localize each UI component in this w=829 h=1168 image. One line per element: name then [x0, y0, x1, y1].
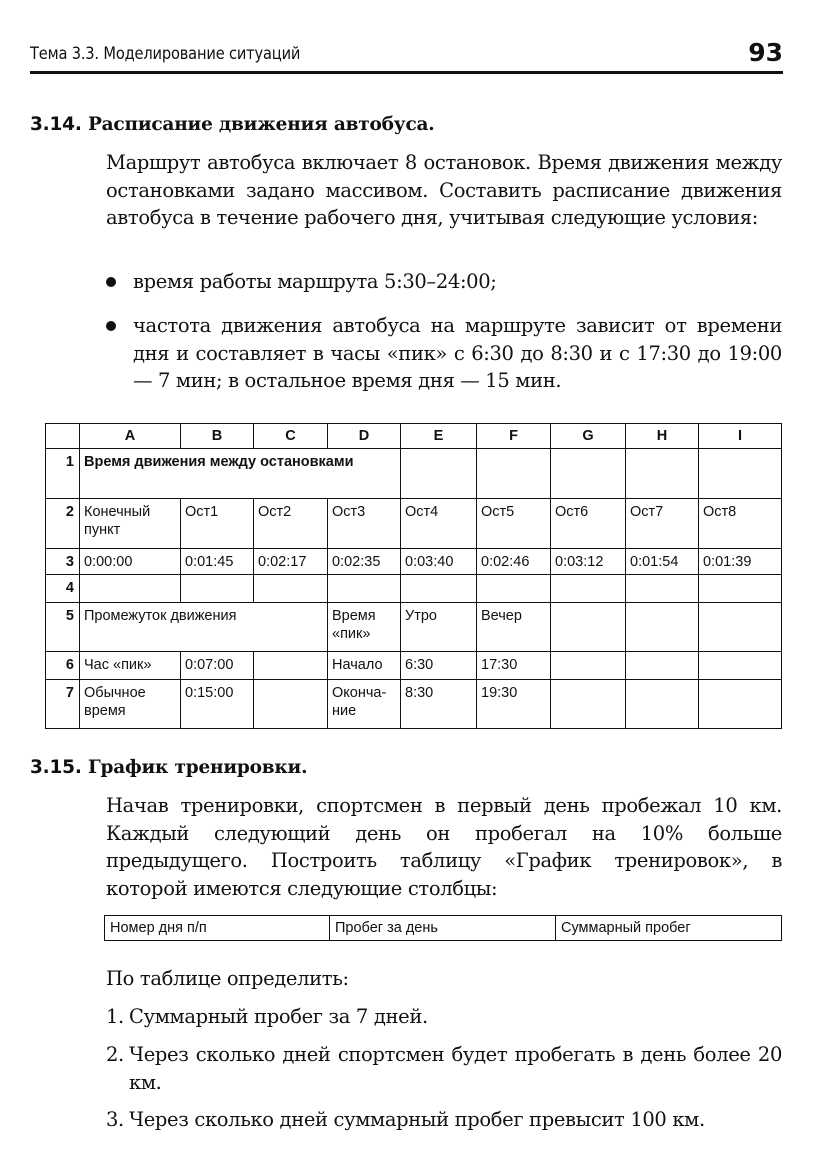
cell-e4 [401, 575, 477, 603]
task-text: Через сколько дней суммарный пробег превысит 100 км. [129, 1108, 705, 1131]
task-number: 2. [106, 1043, 124, 1066]
cell-i4 [699, 575, 782, 603]
section-315-title [30, 757, 307, 778]
list-item [106, 1003, 782, 1031]
running-title: Тема 3.3. Моделирование ситуаций [30, 44, 301, 64]
bullet-dot-icon [106, 277, 116, 287]
table-row [46, 499, 782, 549]
section-314-paragraph: Маршрут автобуса включает 8 остановок. Время движения между остановками задано массивом. Составить расписание движения автобуса в течение рабочего дня, учитывая следующие условия: [106, 151, 782, 229]
cell-g3: 0:03:12 [551, 549, 626, 575]
cell-b2: Ост1 [181, 499, 254, 549]
tasks-intro: По таблице определить: [106, 967, 349, 990]
column-header-b: B [181, 424, 254, 449]
cell-e5: Утро [401, 603, 477, 652]
bullet-item [106, 312, 782, 395]
cell-a5: Промежуток движения [80, 603, 328, 652]
section-title-text: Расписание движения автобуса. [87, 114, 435, 135]
cell-c7 [254, 680, 328, 729]
cell-c3: 0:02:17 [254, 549, 328, 575]
cell-b6: 0:07:00 [181, 652, 254, 680]
bullet-item [106, 268, 782, 296]
bullet-text: частота движения автобуса на маршруте зависит от времени дня и составляет в часы «пик» с 6:30 до 8:30 и с 17:30 до 19:00 — 7 мин; в остальное время дня — 15 мин. [133, 314, 782, 392]
cell-h7 [626, 680, 699, 729]
bullet-text: время работы маршрута 5:30–24:00; [133, 270, 497, 293]
row-number: 4 [46, 575, 80, 603]
cell-i2: Ост8 [699, 499, 782, 549]
column-daily-distance: Пробег за день [330, 916, 556, 941]
cell-e2: Ост4 [401, 499, 477, 549]
cell-b7: 0:15:00 [181, 680, 254, 729]
cell-g2: Ост6 [551, 499, 626, 549]
section-315-paragraph: Начав тренировки, спортсмен в первый день пробежал 10 км. Каждый следующий день он пробегал на 10% больше предыдущего. Построить таблицу «График тренировок», в которой имеются следующие столбцы: [106, 794, 782, 900]
cell-d2: Ост3 [328, 499, 401, 549]
column-header-d: D [328, 424, 401, 449]
cell-c2: Ост2 [254, 499, 328, 549]
table-row [46, 680, 782, 729]
cell-b4 [181, 575, 254, 603]
cell-i5 [699, 603, 782, 652]
cell-g5 [551, 603, 626, 652]
column-header-g: G [551, 424, 626, 449]
section-number: 3.15. [30, 757, 82, 778]
task-text: Через сколько дней спортсмен будет пробегать в день более 20 км. [129, 1043, 782, 1094]
section-title-text: График тренировки. [87, 757, 308, 778]
bullet-dot-icon [106, 321, 116, 331]
list-item [106, 1041, 782, 1096]
cell-a2: Конечный пункт [80, 499, 181, 549]
row-number: 1 [46, 449, 80, 499]
cell-h5 [626, 603, 699, 652]
cell-g7 [551, 680, 626, 729]
cell-e1 [401, 449, 477, 499]
cell-c4 [254, 575, 328, 603]
section-314-title [30, 114, 435, 135]
section-number: 3.14. [30, 114, 82, 135]
cell-g1 [551, 449, 626, 499]
table-row [46, 549, 782, 575]
cell-f4 [477, 575, 551, 603]
cell-d4 [328, 575, 401, 603]
cell-e6: 6:30 [401, 652, 477, 680]
cell-d7: Оконча-ние [328, 680, 401, 729]
task-text: Суммарный пробег за 7 дней. [129, 1005, 428, 1028]
cell-a3: 0:00:00 [80, 549, 181, 575]
cell-a1: Время движения между остановками [80, 449, 401, 499]
cell-e7: 8:30 [401, 680, 477, 729]
cell-d3: 0:02:35 [328, 549, 401, 575]
page-number: 93 [748, 38, 783, 67]
cell-h1 [626, 449, 699, 499]
cell-d5: Время «пик» [328, 603, 401, 652]
table-row [105, 916, 782, 941]
column-day-number: Номер дня п/п [105, 916, 330, 941]
cell-g6 [551, 652, 626, 680]
column-header-c: C [254, 424, 328, 449]
table-row [46, 575, 782, 603]
corner-cell [46, 424, 80, 449]
cell-i7 [699, 680, 782, 729]
cell-f7: 19:30 [477, 680, 551, 729]
table-row [46, 652, 782, 680]
task-number: 1. [106, 1005, 124, 1028]
column-header-e: E [401, 424, 477, 449]
training-columns-table [104, 915, 782, 941]
cell-g4 [551, 575, 626, 603]
cell-e3: 0:03:40 [401, 549, 477, 575]
list-item [106, 1106, 782, 1134]
column-header-h: H [626, 424, 699, 449]
cell-a7: Обычное время [80, 680, 181, 729]
column-header-f: F [477, 424, 551, 449]
cell-i6 [699, 652, 782, 680]
table-row [46, 603, 782, 652]
cell-h6 [626, 652, 699, 680]
cell-f1 [477, 449, 551, 499]
column-header-i: I [699, 424, 782, 449]
cell-f2: Ост5 [477, 499, 551, 549]
row-number: 6 [46, 652, 80, 680]
cell-d6: Начало [328, 652, 401, 680]
column-header-row [46, 424, 782, 449]
column-header-a: A [80, 424, 181, 449]
cell-i3: 0:01:39 [699, 549, 782, 575]
cell-h2: Ост7 [626, 499, 699, 549]
cell-h4 [626, 575, 699, 603]
row-number: 2 [46, 499, 80, 549]
task-number: 3. [106, 1108, 124, 1131]
cell-a4 [80, 575, 181, 603]
cell-b3: 0:01:45 [181, 549, 254, 575]
cell-h3: 0:01:54 [626, 549, 699, 575]
column-total-distance: Суммарный пробег [556, 916, 782, 941]
cell-f6: 17:30 [477, 652, 551, 680]
schedule-spreadsheet [45, 423, 782, 729]
row-number: 3 [46, 549, 80, 575]
row-number: 7 [46, 680, 80, 729]
header-rule [30, 71, 783, 74]
cell-c6 [254, 652, 328, 680]
cell-f5: Вечер [477, 603, 551, 652]
cell-a6: Час «пик» [80, 652, 181, 680]
cell-f3: 0:02:46 [477, 549, 551, 575]
table-row [46, 449, 782, 499]
row-number: 5 [46, 603, 80, 652]
cell-i1 [699, 449, 782, 499]
